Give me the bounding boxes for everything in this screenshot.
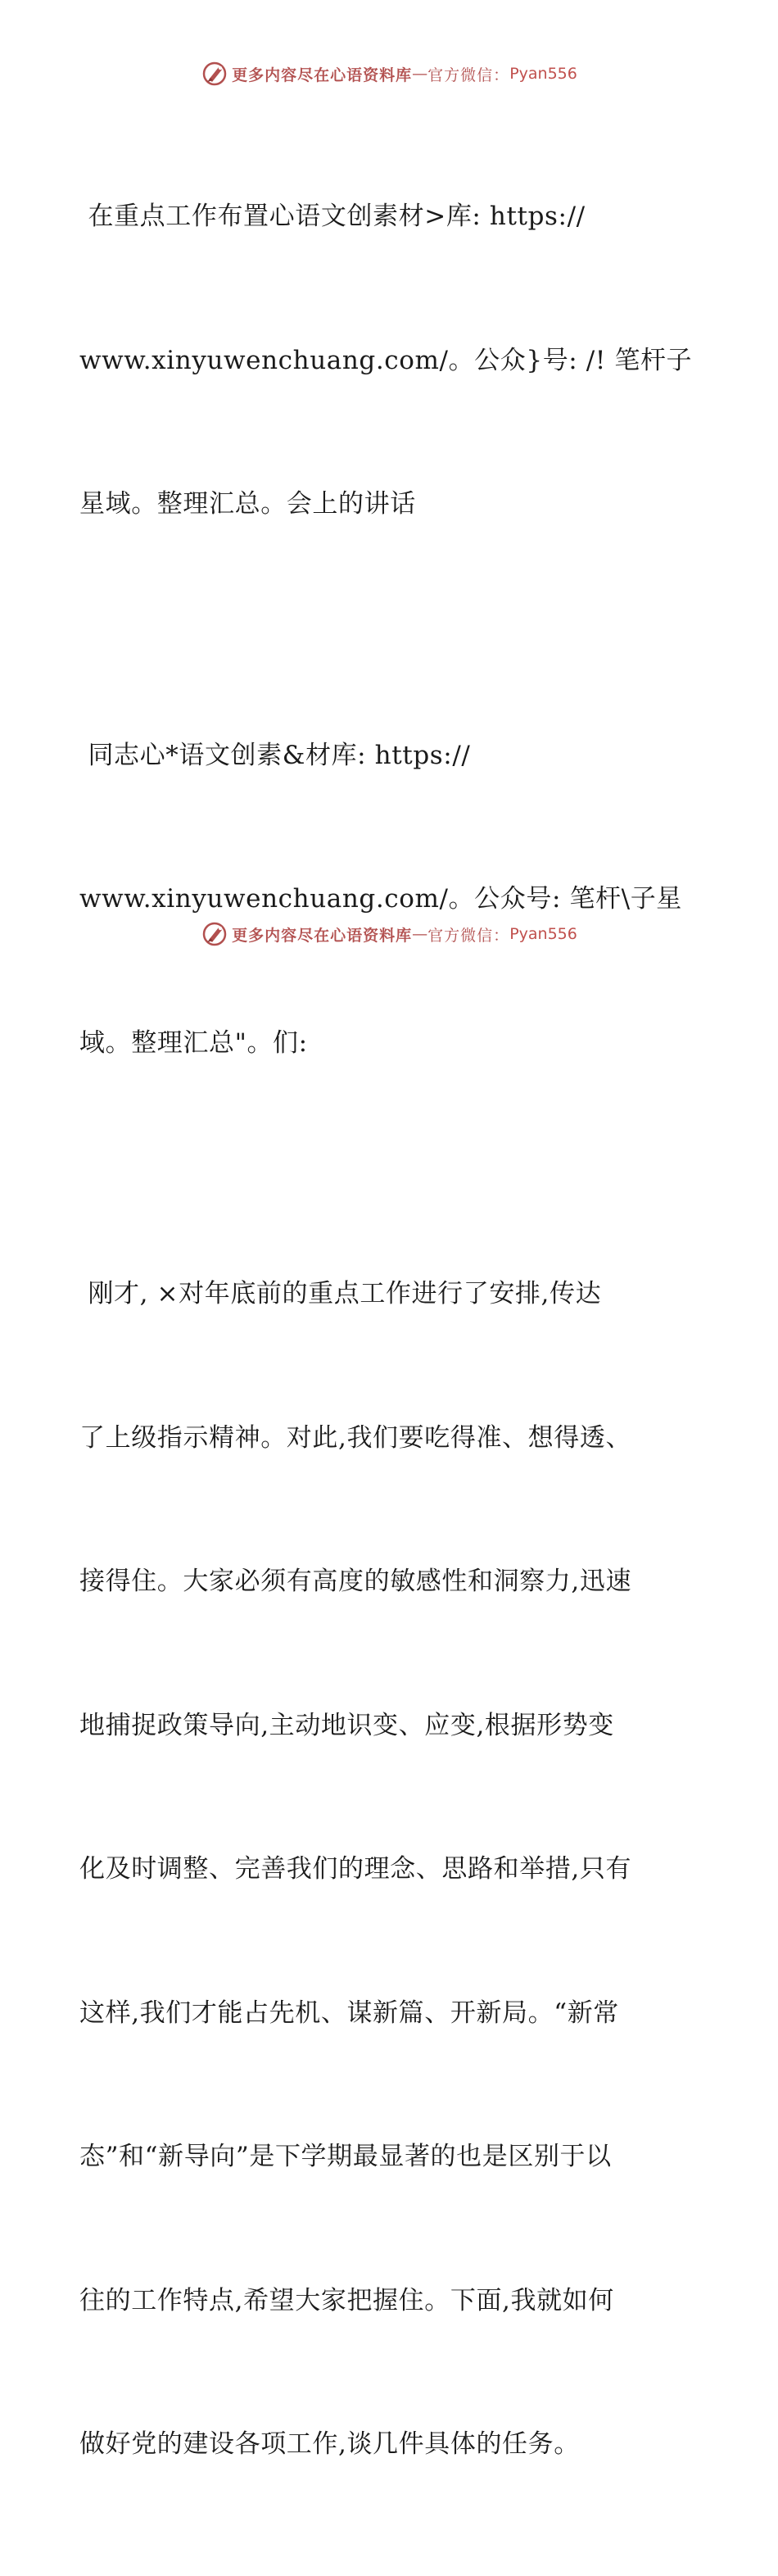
paragraph-intro <box>79 97 702 624</box>
text-line: 地捕捉政策导向,主动地识变、应变,根据形势变 <box>79 1710 614 1740</box>
text-line: 化及时调整、完善我们的理念、思路和举措,只有 <box>79 1854 632 1884</box>
header-wechat-handle: Pyan556 <box>509 65 577 83</box>
header-official-label: 官方微信： <box>427 66 510 84</box>
text-line: 同志心*语文创素&材库: https:// <box>79 740 471 770</box>
text-line: 域。整理汇总"。们: <box>79 1027 308 1058</box>
paragraph-greeting <box>79 636 702 1163</box>
footer-wechat-handle: Pyan556 <box>509 925 577 943</box>
text-line: 做好党的建设各项工作,谈几件具体的任务。 <box>79 2429 580 2459</box>
pen-logo-icon <box>201 920 228 948</box>
text-line: www.xinyuwenchuang.com/。公众号: 笔杆\子星 <box>79 884 682 914</box>
header-dash: — <box>412 65 428 83</box>
pen-logo-icon <box>201 60 228 88</box>
footer-watermark-banner <box>0 918 778 950</box>
footer-dash: — <box>412 925 428 943</box>
text-line: 刚才, ×对年底前的重点工作进行了安排,传达 <box>79 1279 602 1308</box>
text-line: 往的工作特点,希望大家把握住。下面,我就如何 <box>79 2285 614 2315</box>
text-line: 态”和“新导向”是下学期最显著的也是区别于以 <box>79 2142 612 2171</box>
text-line: 接得住。大家必须有高度的敏感性和洞察力,迅速 <box>79 1567 632 1596</box>
text-line: 星域。整理汇总。会上的讲话 <box>79 489 416 519</box>
header-watermark-banner <box>0 57 778 90</box>
footer-brand-text: 更多内容尽在心语资料库 <box>232 926 413 945</box>
text-line: www.xinyuwenchuang.com/。公众}号: /! 笔杆子 <box>79 345 693 375</box>
footer-official-label: 官方微信： <box>427 926 510 945</box>
document-body <box>79 97 702 2576</box>
paragraph-main <box>79 1174 702 2565</box>
text-line: 在重点工作布置心语文创素材>库: https:// <box>79 202 586 231</box>
text-line: 这样,我们才能占先机、谋新篇、开新局。“新常 <box>79 1998 619 2028</box>
header-brand-text: 更多内容尽在心语资料库 <box>232 66 413 84</box>
text-line: 了上级指示精神。对此,我们要吃得准、想得透、 <box>79 1422 632 1453</box>
